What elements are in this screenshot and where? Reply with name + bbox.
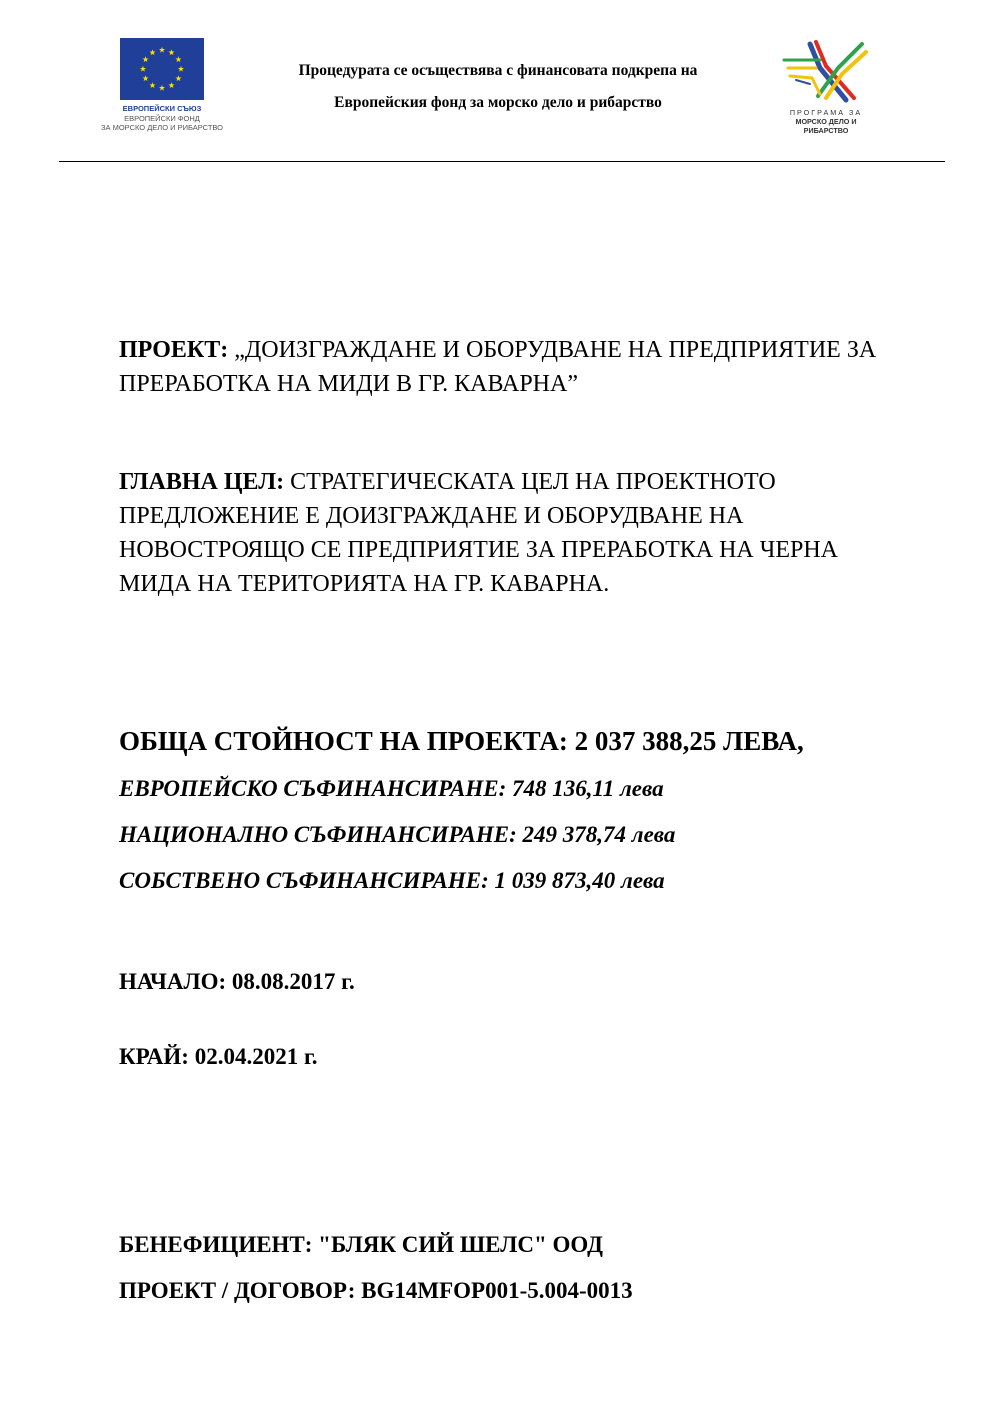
eu-star-icon <box>159 85 165 91</box>
eu-logo <box>99 38 225 140</box>
header-line2: Европейския фонд за морско дело и рибарство <box>334 94 662 111</box>
eu-star-icon <box>175 56 181 62</box>
eu-star-icon <box>149 49 155 55</box>
program-caption-line1: ПРОГРАМА ЗА <box>789 108 863 117</box>
end-date: КРАЙ: 02.04.2021 г. <box>119 1044 318 1069</box>
project-title <box>119 333 909 401</box>
eu-star-icon <box>168 82 174 88</box>
own-cofinancing: СОБСТВЕНО СЪФИНАНСИРАНЕ: 1 039 873,40 лева <box>119 868 665 893</box>
project-text: „ДОИЗГРАЖДАНЕ И ОБОРУДВАНЕ НА ПРЕДПРИЯТИЕ ЗА ПРЕРАБОТКА НА МИДИ В ГР. КАВАРНА” <box>119 337 877 397</box>
eu-stars-icon <box>120 38 204 100</box>
goal-label: ГЛАВНА ЦЕЛ: <box>119 469 285 495</box>
european-cofinancing: ЕВРОПЕЙСКО СЪФИНАНСИРАНЕ: 748 136,11 лева <box>119 776 664 801</box>
program-caption-line2: МОРСКО ДЕЛО И <box>795 117 857 126</box>
program-caption-line3: РИБАРСТВО <box>803 126 849 135</box>
eu-flag-icon <box>120 38 204 100</box>
program-x-icon <box>776 38 876 106</box>
eu-star-icon <box>140 66 146 72</box>
eu-star-icon <box>143 75 149 81</box>
national-cofinancing: НАЦИОНАЛНО СЪФИНАНСИРАНЕ: 249 378,74 лева <box>119 822 676 847</box>
start-date: НАЧАЛО: 08.08.2017 г. <box>119 969 355 994</box>
main-goal <box>119 465 909 601</box>
eu-star-icon <box>175 75 181 81</box>
total-value: ОБЩА СТОЙНОСТ НА ПРОЕКТА: 2 037 388,25 ЛЕВА, <box>119 726 804 756</box>
project-label: ПРОЕКТ: <box>119 337 229 363</box>
eu-caption-line2: ЕВРОПЕЙСКИ ФОНД <box>124 114 200 123</box>
header-divider <box>59 161 945 162</box>
goal-text: СТРАТЕГИЧЕСКАТА ЦЕЛ НА ПРОЕКТНОТО ПРЕДЛОЖЕНИЕ Е ДОИЗГРАЖДАНЕ И ОБОРУДВАНЕ НА НОВОСТРОЯЩО СЕ ПРЕДПРИЯТИЕ ЗА ПРЕРАБОТКА НА ЧЕРНА МИДА НА ТЕРИТОРИЯТА НА ГР. КАВАРНА. <box>119 469 839 597</box>
eu-caption-line3: ЗА МОРСКО ДЕЛО И РИБАРСТВО <box>100 123 224 132</box>
eu-star-icon <box>143 56 149 62</box>
program-logo <box>776 38 876 142</box>
eu-star-icon <box>168 49 174 55</box>
eu-star-icon <box>178 66 184 72</box>
beneficiary: БЕНЕФИЦИЕНТ: "БЛЯК СИЙ ШЕЛС" ООД <box>119 1232 603 1257</box>
eu-star-icon <box>159 47 165 53</box>
contract-number: ПРОЕКТ / ДОГОВОР: BG14MFOP001-5.004-0013 <box>119 1278 633 1303</box>
eu-caption-line1: ЕВРОПЕЙСКИ СЪЮЗ <box>122 104 202 113</box>
header-line1: Процедурата се осъществява с финансовата подкрепа на <box>298 62 698 79</box>
eu-star-icon <box>149 82 155 88</box>
